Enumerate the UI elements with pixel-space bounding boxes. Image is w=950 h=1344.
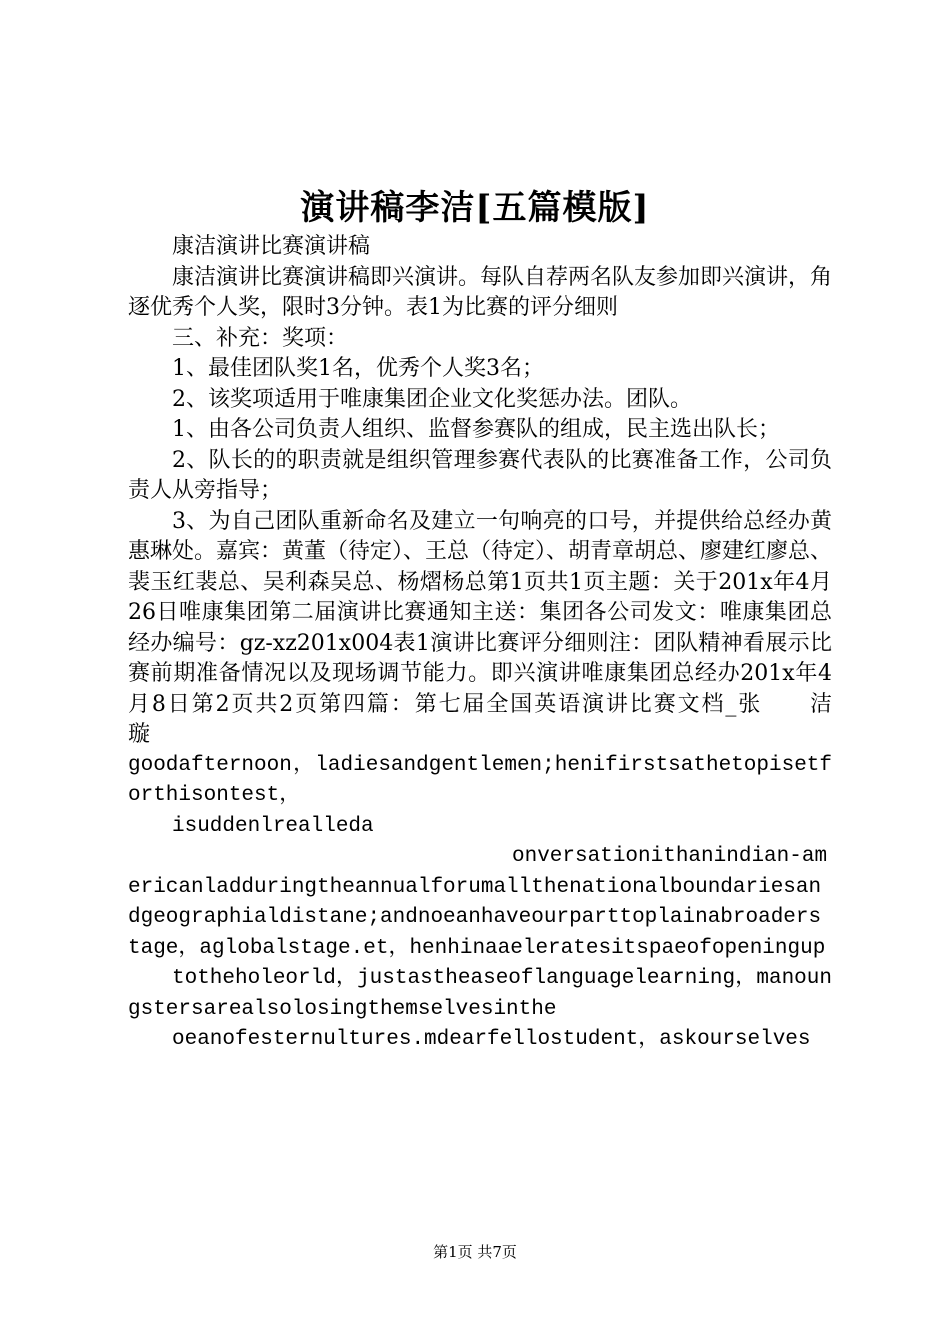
paragraph: goodafternoon，ladiesandgentlemen;henifirstsathetopisetforthisontest，: [128, 753, 832, 807]
paragraph: 三、补充：奖项：: [172, 325, 349, 351]
page-footer: 第1页 共7页: [433, 1243, 517, 1261]
paragraph: 3、为自己团队重新命名及建立一句响亮的口号，并提供给总经办黄惠琳处。嘉宾：黄董（待定）、王总（待定）、胡青章胡总、廖建红廖总、裴玉红裴总、吴利森吴总、杨熠杨总第1页共1页主题：关于201x年4月26日唯康集团第二届演讲比赛通知主送：集团各公司发文：唯康集团总经办编号：gz-xz201x004表1演讲比赛评分细则注：团队精神看展示比赛前期准备情况以及现场调节能力。即兴演讲唯康集团总经办201x年4月8日第2页共2页第四篇：第七届全国英语演讲比赛文档_张 洁 璇: [128, 508, 877, 747]
paragraph: oeanofesternultures.mdearfellostudent，askourselves: [172, 1028, 811, 1051]
paragraph: 1、由各公司负责人组织、监督参赛队的组成，民主选出队长；: [172, 417, 780, 442]
paragraph: 2、该奖项适用于唯康集团企业文化奖惩办法。团队。: [172, 386, 692, 412]
paragraph: onversationithanindian-americanladduringtheannualforumallthenationalboundariesandgeographialdistane;andnoeanhaveourparttoplainabroaderstage，aglobalstage.et，henhinaaeleratesitspaeofopeningup: [128, 845, 828, 960]
paragraph: 康洁演讲比赛演讲稿即兴演讲。每队自荐两名队友参加即兴演讲，角逐优秀个人奖，限时3分钟。表1为比赛的评分细则: [128, 264, 833, 320]
paragraph: isuddenlrealleda: [172, 814, 374, 838]
paragraph: totheholeorld，justastheaseoflanguagelearning，manoungstersarealsolosingthemselvesinthe: [128, 967, 832, 1021]
document-body: [128, 232, 877, 1056]
document-title: 演讲稿李洁[五篇模版]: [300, 188, 650, 228]
paragraph: 康洁演讲比赛演讲稿: [172, 234, 371, 259]
paragraph: 2、队长的的职责就是组织管理参赛代表队的比赛准备工作，公司负责人从旁指导；: [128, 447, 832, 503]
paragraph: 1、最佳团队奖1名，优秀个人奖3名；: [172, 356, 544, 381]
